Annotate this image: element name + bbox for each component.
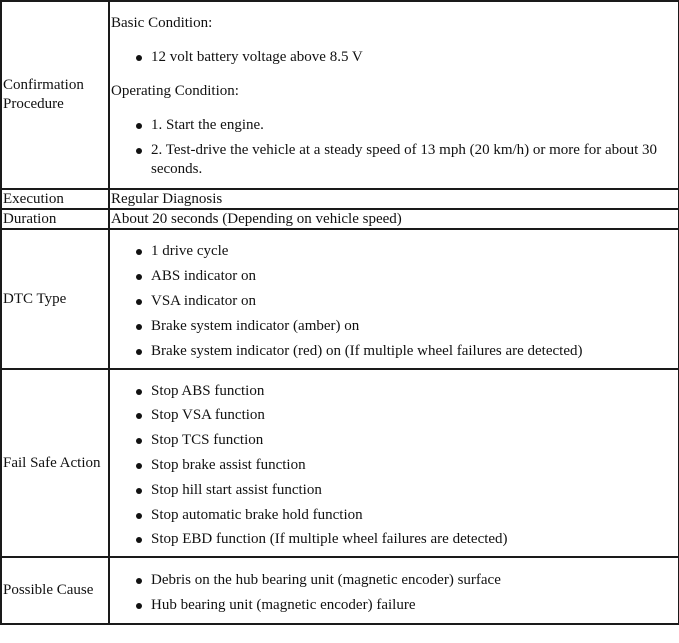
list-item: Brake system indicator (red) on (If multiple wheel failures are detected) [151,342,677,361]
dtc-type-content [109,229,679,369]
table-row-possible-cause [1,557,679,624]
fail-safe-list [111,382,677,550]
table-row-dtc-type [1,229,679,369]
operating-condition-list [111,116,677,179]
row-label-confirmation: Confirmation Procedure [1,1,109,189]
bullet-icon [136,148,142,154]
fail-safe-content [109,369,679,557]
table-row-fail-safe [1,369,679,557]
basic-condition-list [111,48,677,67]
list-item: 12 volt battery voltage above 8.5 V [151,48,677,67]
duration-value: About 20 seconds (Depending on vehicle speed) [109,209,679,229]
list-item: Stop automatic brake hold function [151,506,677,525]
bullet-icon [136,249,142,255]
bullet-icon [136,55,142,61]
list-item: Stop TCS function [151,431,677,450]
row-label-fail-safe: Fail Safe Action [1,369,109,557]
list-item: Stop ABS function [151,382,677,401]
list-item: Stop brake assist function [151,456,677,475]
list-item: ABS indicator on [151,267,677,286]
bullet-icon [136,463,142,469]
bullet-icon [136,123,142,129]
list-item: 2. Test-drive the vehicle at a steady speed of 13 mph (20 km/h) or more for about 30 seconds. [151,141,677,179]
row-label-dtc-type: DTC Type [1,229,109,369]
execution-value: Regular Diagnosis [109,189,679,209]
bullet-icon [136,488,142,494]
possible-cause-list [111,571,677,615]
table-row-confirmation [1,1,679,189]
bullet-icon [136,349,142,355]
bullet-icon [136,513,142,519]
row-label-possible-cause: Possible Cause [1,557,109,624]
list-item: Stop EBD function (If multiple wheel failures are detected) [151,530,677,549]
list-item: 1 drive cycle [151,242,677,261]
list-item: VSA indicator on [151,292,677,311]
bullet-icon [136,324,142,330]
bullet-icon [136,299,142,305]
bullet-icon [136,274,142,280]
possible-cause-content [109,557,679,624]
row-label-execution: Execution [1,189,109,209]
bullet-icon [136,603,142,609]
bullet-icon [136,537,142,543]
bullet-icon [136,438,142,444]
dtc-type-list [111,242,677,361]
list-item: Stop hill start assist function [151,481,677,500]
operating-condition-heading: Operating Condition: [111,83,239,99]
list-item: Brake system indicator (amber) on [151,317,677,336]
table-row-execution [1,189,679,209]
bullet-icon [136,413,142,419]
list-item: Hub bearing unit (magnetic encoder) failure [151,596,677,615]
bullet-icon [136,389,142,395]
bullet-icon [136,578,142,584]
row-label-duration: Duration [1,209,109,229]
confirmation-content [109,1,679,189]
list-item: 1. Start the engine. [151,116,677,135]
list-item: Debris on the hub bearing unit (magnetic encoder) surface [151,571,677,590]
basic-condition-heading: Basic Condition: [111,15,213,31]
table-row-duration [1,209,679,229]
list-item: Stop VSA function [151,406,677,425]
